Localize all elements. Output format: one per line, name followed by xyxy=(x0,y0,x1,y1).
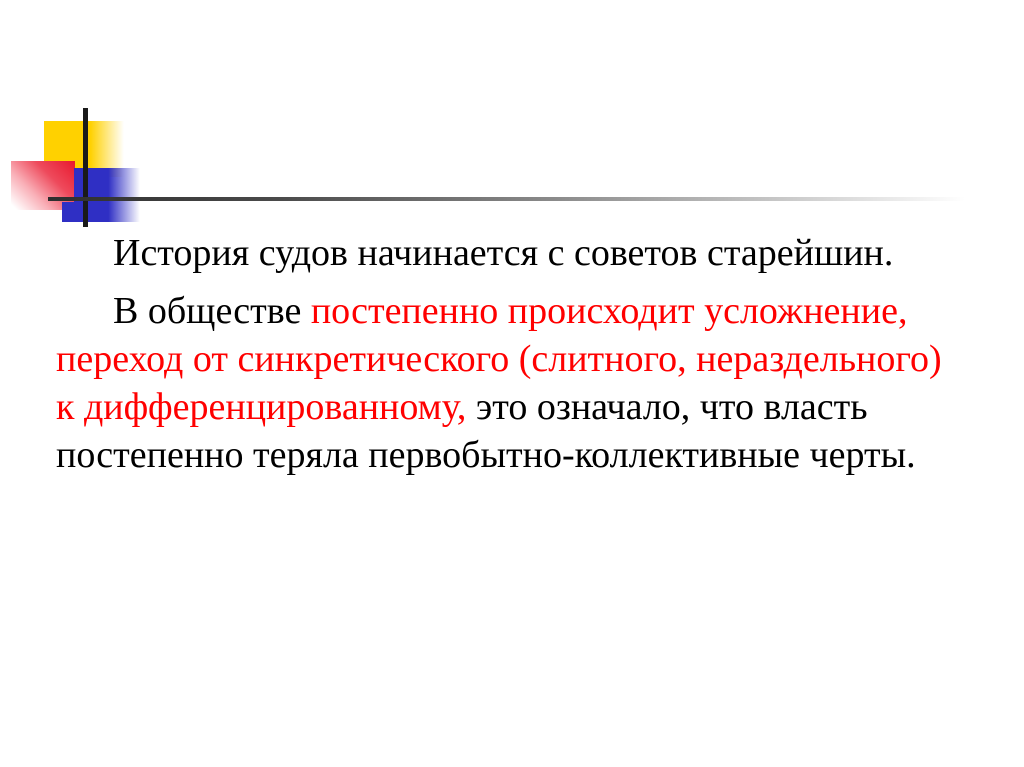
blue-square-step xyxy=(62,202,76,222)
slide-body-text xyxy=(56,229,966,489)
text-run: История судов начинается с советов старейшин. xyxy=(113,232,894,274)
paragraph-history-of-courts xyxy=(56,229,966,277)
text-run: это означало, что власть постепенно теряла первобытно-коллективные черты. xyxy=(56,386,916,476)
slide-decoration xyxy=(0,0,1024,240)
vertical-line xyxy=(83,108,88,227)
paragraph-society-complexity xyxy=(56,287,966,479)
text-run-highlight: постепенно происходит усложнение, переход от синкретического (слитного, нераздельного) к дифференцированному, xyxy=(56,290,942,428)
text-run: В обществе xyxy=(113,290,311,332)
horizontal-line xyxy=(48,197,965,201)
